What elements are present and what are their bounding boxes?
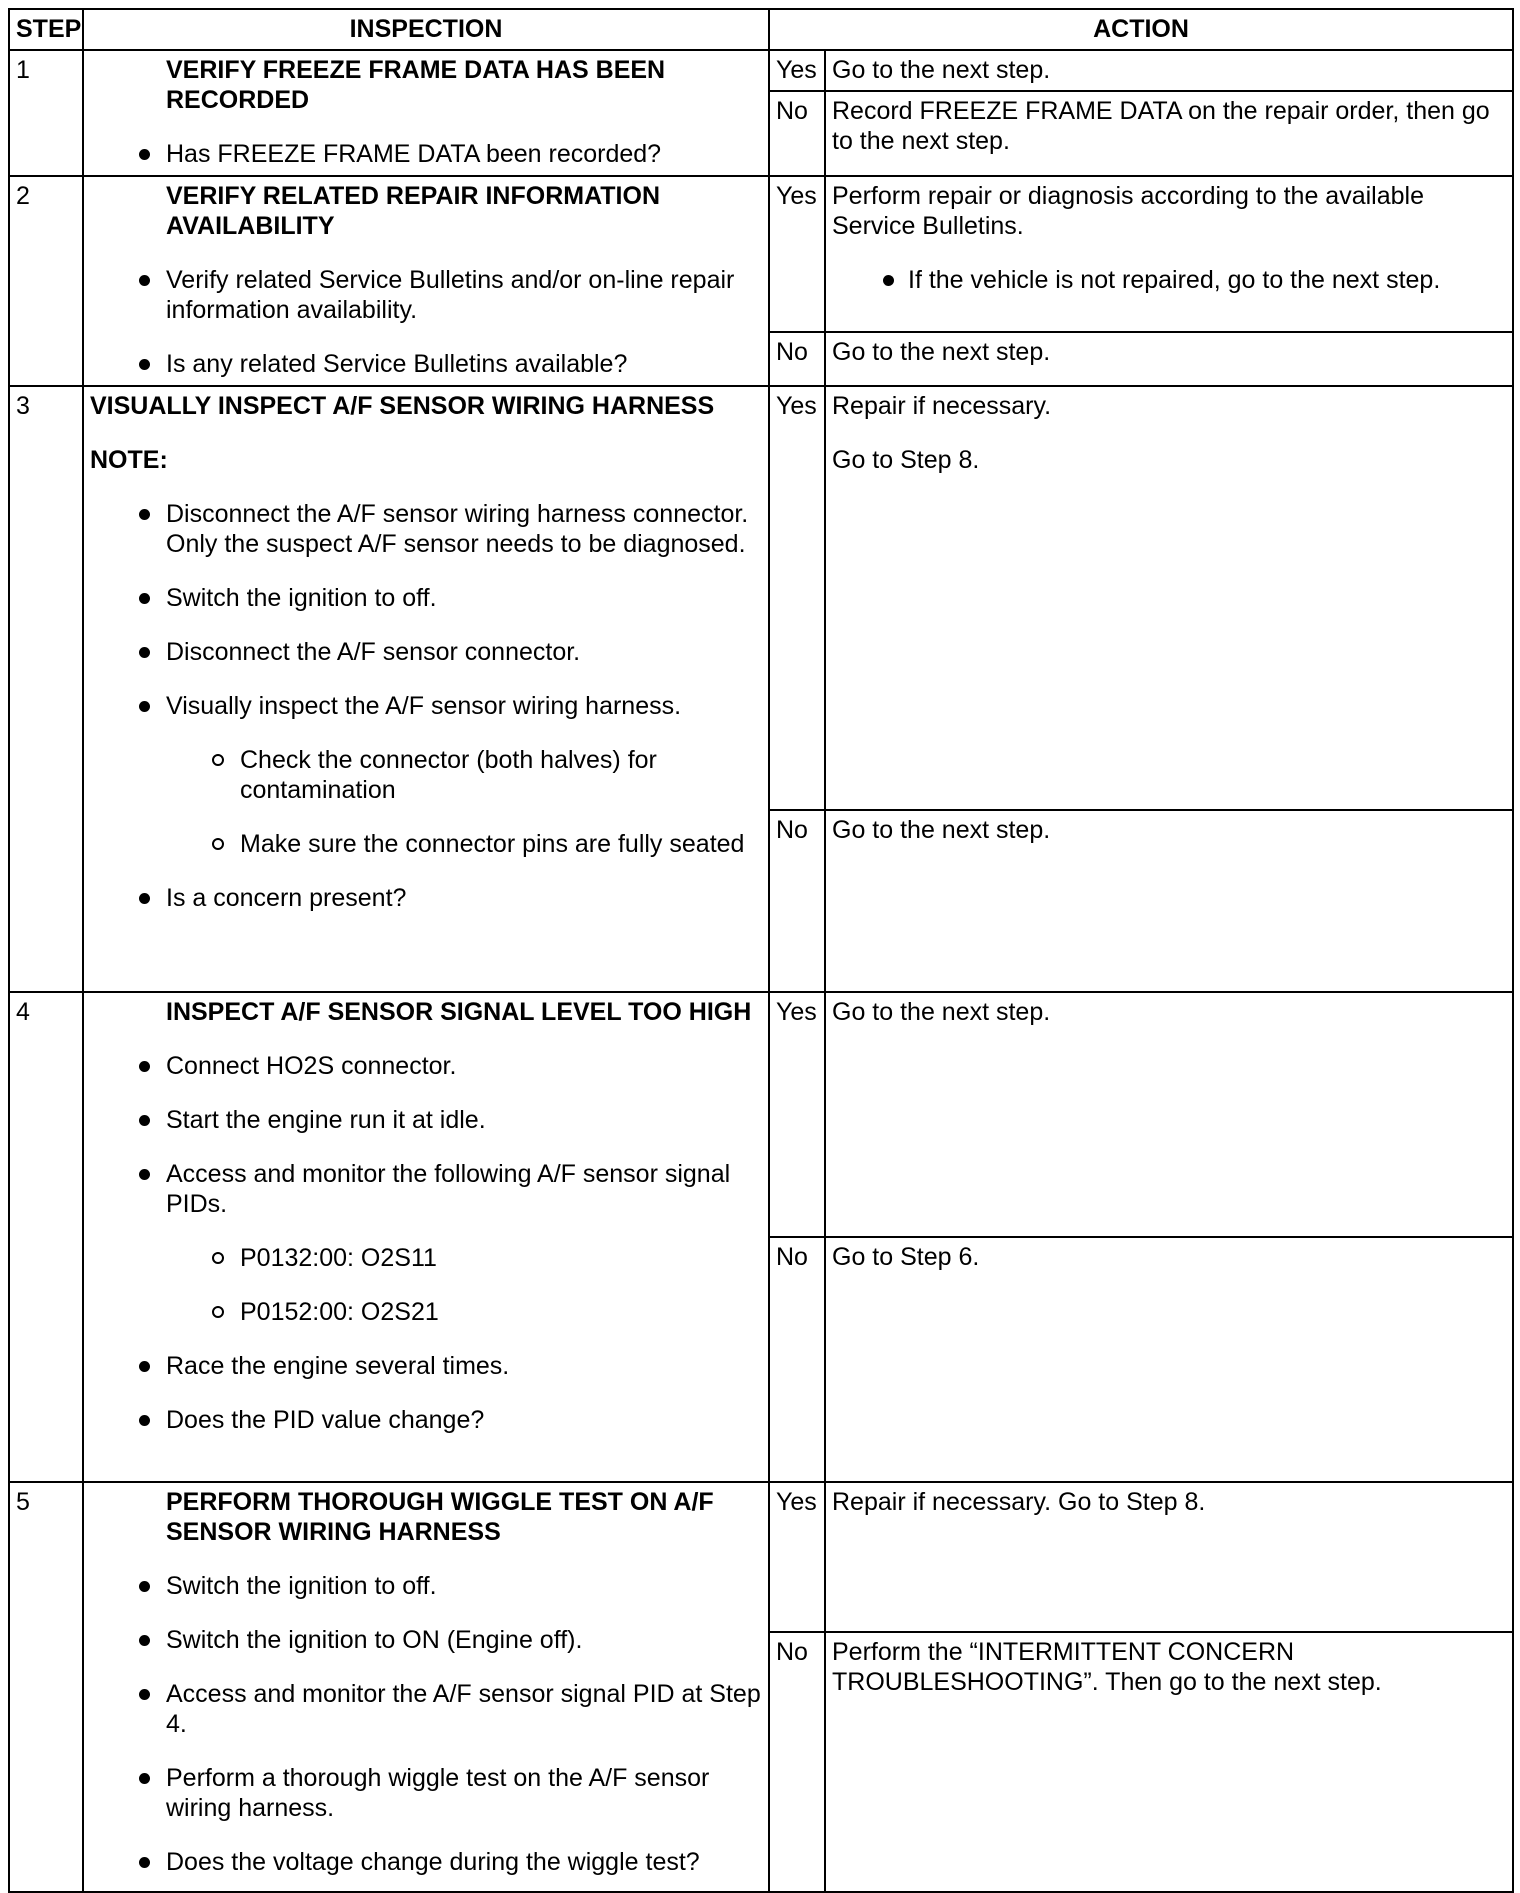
- step-3-yes-action-2: Go to Step 8.: [832, 446, 980, 474]
- step-4-no-action: Go to Step 6.: [825, 1237, 1513, 1482]
- step-5-yes-action: Repair if necessary. Go to Step 8.: [825, 1482, 1513, 1632]
- step-4-item-1: Connect HO2S connector.: [90, 1051, 762, 1081]
- step-4-yes-action: Go to the next step.: [825, 992, 1513, 1237]
- step-3-subitem-2: Make sure the connector pins are fully seated: [90, 829, 762, 859]
- step-3-title: VISUALLY INSPECT A/F SENSOR WIRING HARNESS: [90, 392, 715, 420]
- step-5-item-1: Switch the ignition to off.: [90, 1571, 762, 1601]
- step-5-item-2: Switch the ignition to ON (Engine off).: [90, 1625, 762, 1655]
- step-1-yes-action: Go to the next step.: [825, 50, 1513, 91]
- step-2-yes-label: Yes: [769, 176, 825, 332]
- step-4-final-item-1: Race the engine several times.: [90, 1351, 762, 1381]
- step-1-no-label: No: [769, 91, 825, 176]
- step-1-no-action: Record FREEZE FRAME DATA on the repair order, then go to the next step.: [825, 91, 1513, 176]
- step-5-no-label: No: [769, 1632, 825, 1892]
- step-3-yes-action: Repair if necessary.: [832, 392, 1052, 420]
- step-4-no-label: No: [769, 1237, 825, 1482]
- step-3-row-yes: [9, 386, 1513, 810]
- step-5-row-yes: [9, 1482, 1513, 1632]
- step-3-yes-cell: [825, 386, 1513, 810]
- step-1-inspection: [83, 50, 769, 176]
- step-2-row-yes: [9, 176, 1513, 332]
- step-3-yes-label: Yes: [769, 386, 825, 810]
- step-3-subitem-1: Check the connector (both halves) for contamination: [90, 745, 762, 805]
- step-1-yes-label: Yes: [769, 50, 825, 91]
- step-2-item-2: Is any related Service Bulletins available?: [90, 349, 762, 379]
- diagnostic-table: [8, 8, 1514, 1893]
- step-4-subitem-1: P0132:00: O2S11: [90, 1243, 762, 1273]
- step-2-yes-cell: [825, 176, 1513, 332]
- step-5-title: PERFORM THOROUGH WIGGLE TEST ON A/F SENSOR WIRING HARNESS: [166, 1488, 714, 1546]
- step-4-item-3: Access and monitor the following A/F sensor signal PIDs.: [90, 1159, 762, 1219]
- step-3-item-3: Disconnect the A/F sensor connector.: [90, 637, 762, 667]
- step-3-number: 3: [9, 386, 83, 992]
- step-4-yes-label: Yes: [769, 992, 825, 1237]
- step-5-yes-label: Yes: [769, 1482, 825, 1632]
- step-4-subitem-2: P0152:00: O2S21: [90, 1297, 762, 1327]
- step-2-title: VERIFY RELATED REPAIR INFORMATION AVAILABILITY: [166, 182, 660, 240]
- step-1-item-1: Has FREEZE FRAME DATA been recorded?: [90, 139, 762, 169]
- step-2-number: 2: [9, 176, 83, 386]
- step-3-no-action: Go to the next step.: [825, 810, 1513, 992]
- step-2-no-label: No: [769, 332, 825, 386]
- step-4-final-item-2: Does the PID value change?: [90, 1405, 762, 1435]
- step-4-row-yes: [9, 992, 1513, 1237]
- step-2-item-1: Verify related Service Bulletins and/or on-line repair information availability.: [90, 265, 762, 325]
- header-action: ACTION: [769, 9, 1513, 50]
- step-5-item-4: Perform a thorough wiggle test on the A/F sensor wiring harness.: [90, 1763, 762, 1823]
- step-2-inspection: [83, 176, 769, 386]
- step-3-item-2: Switch the ignition to off.: [90, 583, 762, 613]
- step-5-inspection: [83, 1482, 769, 1892]
- step-5-number: 5: [9, 1482, 83, 1892]
- step-3-item-1: Disconnect the A/F sensor wiring harness connector. Only the suspect A/F sensor needs to be diagnosed.: [90, 499, 762, 559]
- header-step: STEP: [9, 9, 83, 50]
- step-2-yes-action: Perform repair or diagnosis according to the available Service Bulletins.: [832, 182, 1424, 240]
- step-4-title: INSPECT A/F SENSOR SIGNAL LEVEL TOO HIGH: [166, 998, 752, 1026]
- step-4-item-2: Start the engine run it at idle.: [90, 1105, 762, 1135]
- step-3-note: NOTE:: [90, 446, 168, 474]
- table-header-row: [9, 9, 1513, 50]
- step-4-number: 4: [9, 992, 83, 1482]
- step-1-number: 1: [9, 50, 83, 176]
- step-3-item-4: Visually inspect the A/F sensor wiring harness.: [90, 691, 762, 721]
- step-3-final-item: Is a concern present?: [90, 883, 762, 913]
- header-inspection: INSPECTION: [83, 9, 769, 50]
- step-4-inspection: [83, 992, 769, 1482]
- step-1-title: VERIFY FREEZE FRAME DATA HAS BEEN RECORDED: [166, 56, 666, 114]
- step-5-item-5: Does the voltage change during the wiggle test?: [90, 1847, 762, 1877]
- step-3-inspection: [83, 386, 769, 992]
- step-5-no-action: Perform the “INTERMITTENT CONCERN TROUBLESHOOTING”. Then go to the next step.: [825, 1632, 1513, 1892]
- step-2-no-action: Go to the next step.: [825, 332, 1513, 386]
- step-5-item-3: Access and monitor the A/F sensor signal PID at Step 4.: [90, 1679, 762, 1739]
- step-2-yes-bullet: If the vehicle is not repaired, go to the next step.: [832, 265, 1506, 295]
- step-1-row-yes: [9, 50, 1513, 91]
- step-3-no-label: No: [769, 810, 825, 992]
